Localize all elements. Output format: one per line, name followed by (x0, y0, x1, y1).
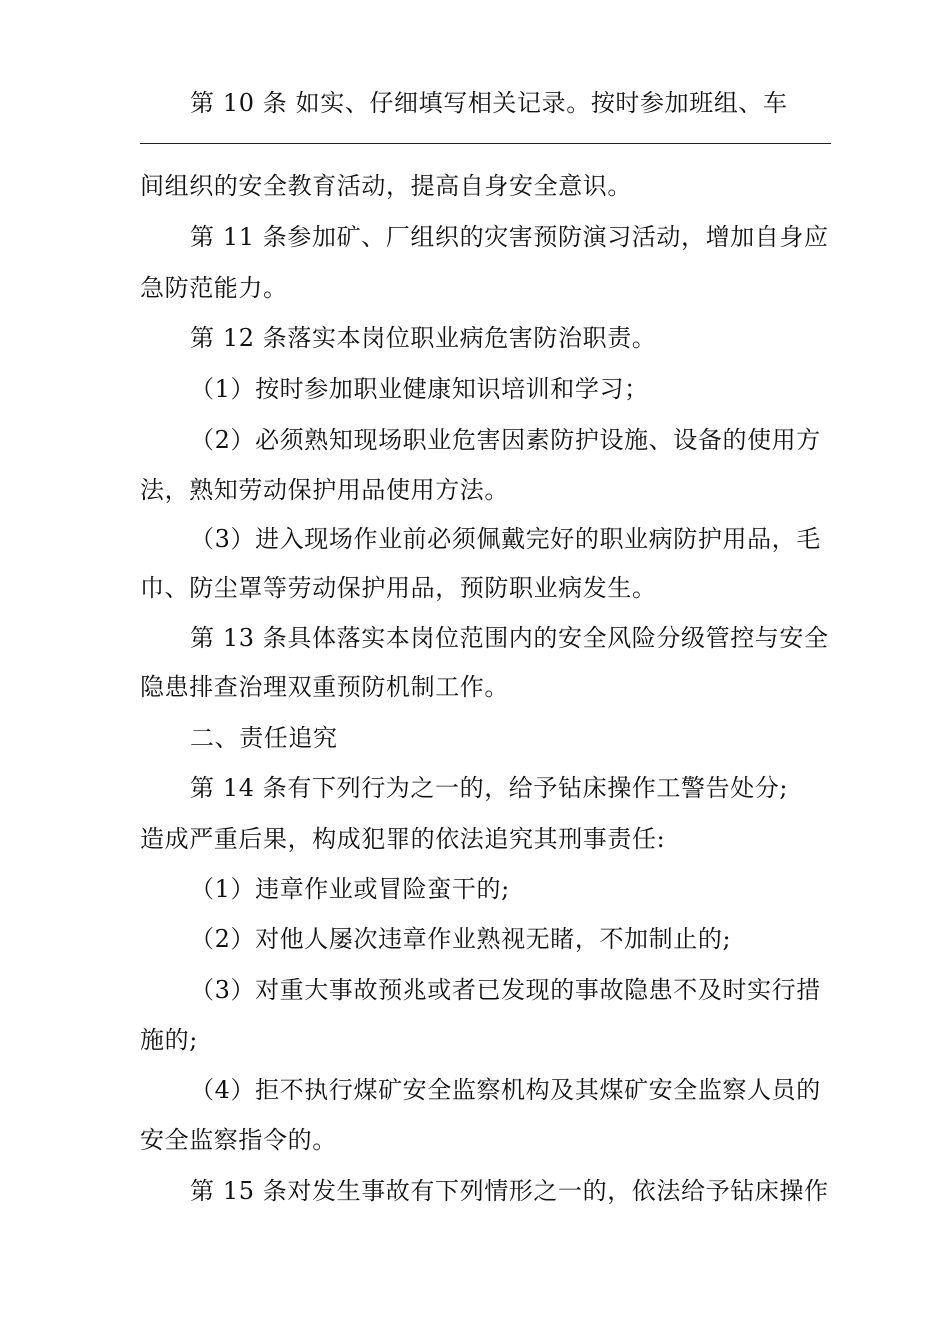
list-item-line: （1）违章作业或冒险蛮干的; (190, 875, 510, 903)
paragraph-line: 第 12 条落实本岗位职业病危害防治职责。 (190, 324, 657, 352)
list-item-line: （4）拒不执行煤矿安全监察机构及其煤矿安全监察人员的 (190, 1076, 821, 1104)
list-item-line: 巾、防尘罩等劳动保护用品，预防职业病发生。 (140, 574, 657, 602)
paragraph-line: 第 14 条有下列行为之一的，给予钻床操作工警告处分; (190, 774, 789, 802)
paragraph-line: 间组织的安全教育活动，提高自身安全意识。 (140, 172, 632, 200)
section-heading: 二、责任追究 (190, 724, 338, 752)
paragraph-line: 第 11 条参加矿、厂组织的灾害预防演习活动，增加自身应 (190, 223, 829, 251)
paragraph-line: 隐患排查治理双重预防机制工作。 (140, 673, 509, 701)
paragraph-line: 第 15 条对发生事故有下列情形之一的，依法给予钻床操作 (190, 1177, 829, 1205)
list-item-line: （2）必须熟知现场职业危害因素防护设施、设备的使用方 (190, 426, 821, 454)
list-item-line: （1）按时参加职业健康知识培训和学习； (190, 375, 649, 403)
paragraph-line: 急防范能力。 (140, 274, 288, 302)
header-rule (140, 143, 831, 144)
list-item-line: （2）对他人屡次违章作业熟视无睹，不加制止的; (190, 925, 732, 953)
list-item-line: （3）对重大事故预兆或者已发现的事故隐患不及时实行措 (190, 976, 821, 1004)
paragraph-line: 造成严重后果，构成犯罪的依法追究其刑事责任: (140, 825, 666, 853)
list-item-line: 施的; (140, 1026, 198, 1054)
list-item-line: （3）进入现场作业前必须佩戴完好的职业病防护用品，毛 (190, 525, 821, 553)
list-item-line: 法，熟知劳动保护用品使用方法。 (140, 476, 509, 504)
header-text: 第 10 条 如实、仔细填写相关记录。按时参加班组、车 (190, 89, 788, 117)
list-item-line: 安全监察指令的。 (140, 1126, 337, 1154)
paragraph-line: 第 13 条具体落实本岗位范围内的安全风险分级管控与安全 (190, 624, 829, 652)
